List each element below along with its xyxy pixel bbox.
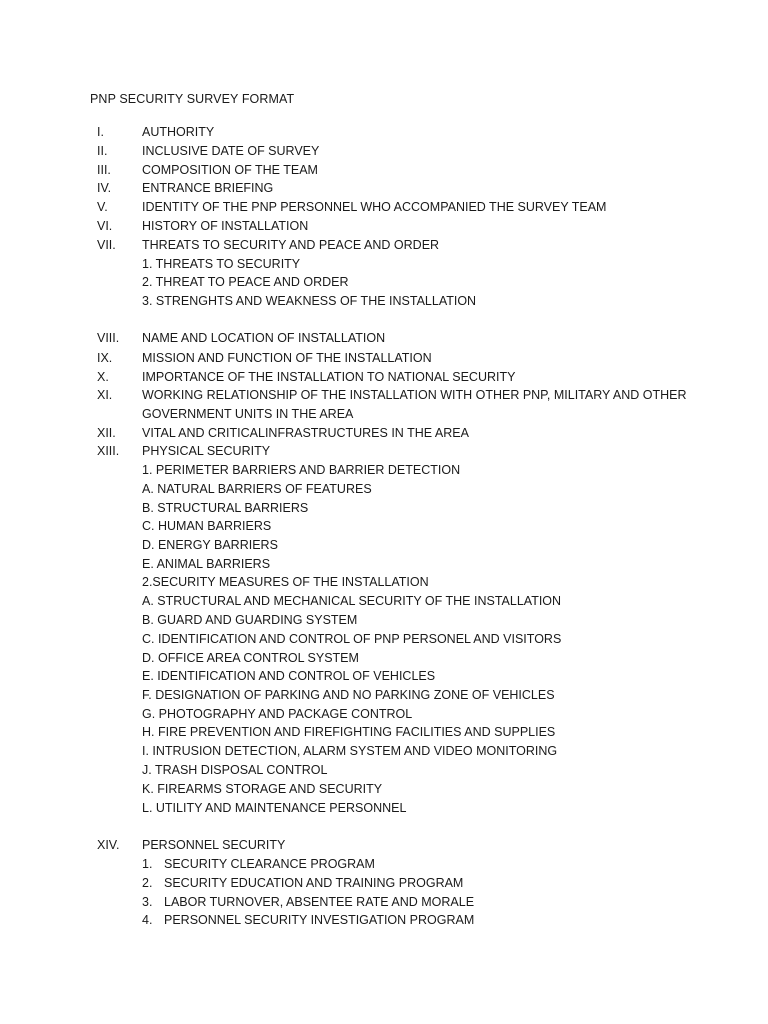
section-number: III. — [97, 163, 111, 177]
section-text: D. ENERGY BARRIERS — [142, 538, 278, 552]
item-number: 4. — [142, 913, 153, 927]
item-number: 3. — [142, 895, 153, 909]
section-number: VI. — [97, 219, 113, 233]
section-text: AUTHORITY — [142, 125, 215, 139]
section-number: X. — [97, 370, 109, 384]
section-text: PERSONNEL SECURITY — [142, 838, 286, 852]
section-text: L. UTILITY AND MAINTENANCE PERSONNEL — [142, 801, 407, 815]
section-text: D. OFFICE AREA CONTROL SYSTEM — [142, 651, 359, 665]
item-text: SECURITY CLEARANCE PROGRAM — [164, 857, 375, 871]
section-text: E. ANIMAL BARRIERS — [142, 557, 271, 571]
section-number: VIII. — [97, 331, 120, 345]
section-text: 2.SECURITY MEASURES OF THE INSTALLATION — [142, 575, 429, 589]
section-text: E. IDENTIFICATION AND CONTROL OF VEHICLES — [142, 669, 436, 683]
section-text: G. PHOTOGRAPHY AND PACKAGE CONTROL — [142, 707, 413, 721]
document-title: PNP SECURITY SURVEY FORMAT — [90, 92, 295, 106]
section-text: B. GUARD AND GUARDING SYSTEM — [142, 613, 358, 627]
section-text: IDENTITY OF THE PNP PERSONNEL WHO ACCOMPANIED THE SURVEY TEAM — [142, 200, 607, 214]
item-number: 1. — [142, 857, 153, 871]
item-text: LABOR TURNOVER, ABSENTEE RATE AND MORALE — [164, 895, 475, 909]
section-text: IMPORTANCE OF THE INSTALLATION TO NATIONAL SECURITY — [142, 370, 516, 384]
section-number: VII. — [97, 238, 116, 252]
section-text: MISSION AND FUNCTION OF THE INSTALLATION — [142, 351, 432, 365]
section-text: WORKING RELATIONSHIP OF THE INSTALLATION WITH OTHER PNP, MILITARY AND OTHER — [142, 388, 687, 402]
section-number: IX. — [97, 351, 113, 365]
section-text: HISTORY OF INSTALLATION — [142, 219, 309, 233]
section-text: 3. STRENGHTS AND WEAKNESS OF THE INSTALLATION — [142, 294, 477, 308]
section-text: C. HUMAN BARRIERS — [142, 519, 272, 533]
section-text: C. IDENTIFICATION AND CONTROL OF PNP PERSONEL AND VISITORS — [142, 632, 562, 646]
section-text: THREATS TO SECURITY AND PEACE AND ORDER — [142, 238, 440, 252]
item-text: PERSONNEL SECURITY INVESTIGATION PROGRAM — [164, 913, 475, 927]
section-number: XI. — [97, 388, 113, 402]
section-text: I. INTRUSION DETECTION, ALARM SYSTEM AND VIDEO MONITORING — [142, 744, 558, 758]
section-number: IV. — [97, 181, 112, 195]
section-text: 1. THREATS TO SECURITY — [142, 257, 301, 271]
section-text: 2. THREAT TO PEACE AND ORDER — [142, 275, 349, 289]
section-number: II. — [97, 144, 108, 158]
section-number: XII. — [97, 426, 116, 440]
section-text: B. STRUCTURAL BARRIERS — [142, 501, 309, 515]
section-text: COMPOSITION OF THE TEAM — [142, 163, 318, 177]
section-text: INCLUSIVE DATE OF SURVEY — [142, 144, 320, 158]
section-text: K. FIREARMS STORAGE AND SECURITY — [142, 782, 383, 796]
section-text: J. TRASH DISPOSAL CONTROL — [142, 763, 328, 777]
section-text: ENTRANCE BRIEFING — [142, 181, 274, 195]
section-number: I. — [97, 125, 104, 139]
section-text: PHYSICAL SECURITY — [142, 444, 271, 458]
section-text: GOVERNMENT UNITS IN THE AREA — [142, 407, 354, 421]
section-text: NAME AND LOCATION OF INSTALLATION — [142, 331, 386, 345]
section-text: H. FIRE PREVENTION AND FIREFIGHTING FACILITIES AND SUPPLIES — [142, 725, 556, 739]
section-text: A. NATURAL BARRIERS OF FEATURES — [142, 482, 372, 496]
section-number: V. — [97, 200, 108, 214]
item-text: SECURITY EDUCATION AND TRAINING PROGRAM — [164, 876, 464, 890]
section-text: VITAL AND CRITICALINFRASTRUCTURES IN THE AREA — [142, 426, 469, 440]
section-number: XIII. — [97, 444, 120, 458]
section-number: XIV. — [97, 838, 120, 852]
item-number: 2. — [142, 876, 153, 890]
section-text: 1. PERIMETER BARRIERS AND BARRIER DETECTION — [142, 463, 461, 477]
section-text: A. STRUCTURAL AND MECHANICAL SECURITY OF THE INSTALLATION — [142, 594, 562, 608]
section-text: F. DESIGNATION OF PARKING AND NO PARKING ZONE OF VEHICLES — [142, 688, 555, 702]
